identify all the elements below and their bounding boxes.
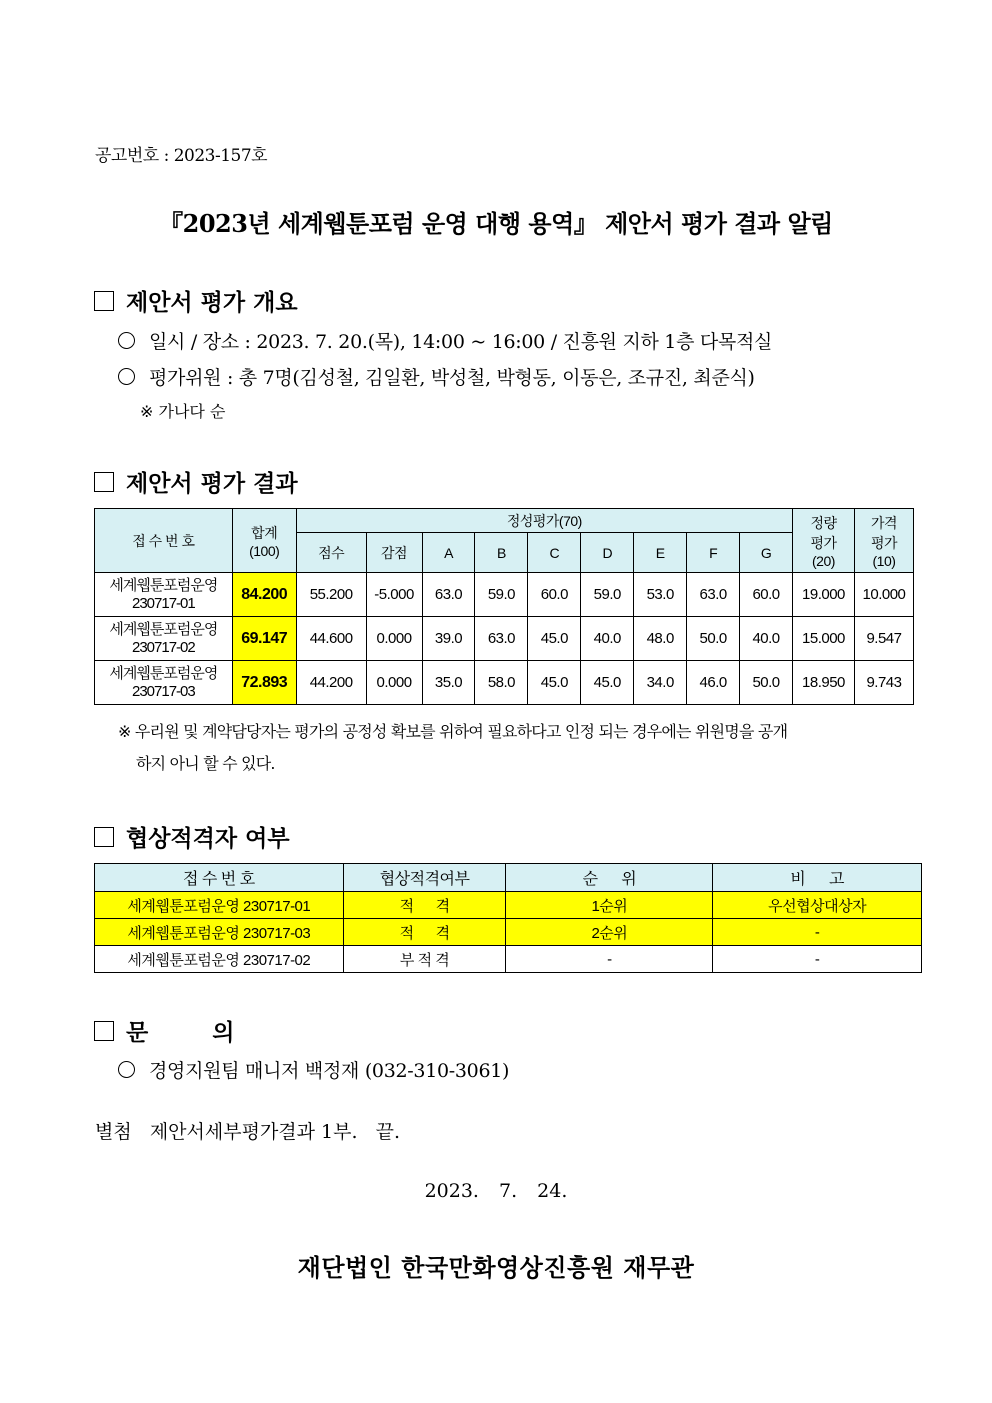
header-remarks: 비 고 [713, 864, 922, 892]
cell-remarks: 우선협상대상자 [713, 892, 922, 919]
cell-b: 63.0 [475, 617, 528, 661]
cell-id: 세계웹툰포럼운영 230717-03 [95, 661, 233, 705]
table-row [95, 573, 914, 617]
header-total: 합계 (100) [232, 509, 296, 573]
attachment-note: 별첨 제안서세부평가결과 1부. 끝. [95, 1121, 401, 1143]
circle-bullet-icon [118, 368, 135, 385]
header-criterion-g: G [740, 533, 793, 573]
item-text: 평가위원 : 총 7명(김성철, 김일환, 박성철, 박형동, 이동은, 조규진, 최준식) [149, 367, 755, 389]
order-note: ※ 가나다 순 [140, 402, 226, 421]
cell-c: 45.0 [528, 617, 581, 661]
table-row [95, 892, 922, 919]
section-title: 제안서 평가 개요 [126, 289, 298, 316]
square-bullet-icon [94, 291, 114, 311]
header-criterion-e: E [634, 533, 687, 573]
header-criterion-f: F [687, 533, 740, 573]
document-title: 『2023년 세계웹툰포럼 운영 대행 용역』 제안서 평가 결과 알림 [159, 209, 833, 238]
header-id: 접 수 번 호 [95, 509, 233, 573]
header-score: 점수 [296, 533, 366, 573]
cell-e: 34.0 [634, 661, 687, 705]
section-negotiation-heading [94, 820, 290, 853]
cell-a: 35.0 [422, 661, 475, 705]
cell-d: 45.0 [581, 661, 634, 705]
table-row [95, 919, 922, 946]
cell-d: 40.0 [581, 617, 634, 661]
cell-rank: 1순위 [506, 892, 713, 919]
cell-id: 세계웹툰포럼운영 230717-01 [95, 573, 233, 617]
evaluation-results-table [94, 508, 914, 705]
header-criterion-c: C [528, 533, 581, 573]
circle-bullet-icon [118, 332, 135, 349]
square-bullet-icon [94, 827, 114, 847]
cell-price: 9.743 [854, 661, 913, 705]
cell-quantitative: 19.000 [793, 573, 855, 617]
cell-c: 45.0 [528, 661, 581, 705]
square-bullet-icon [94, 472, 114, 492]
cell-score: 44.200 [296, 661, 366, 705]
cell-b: 59.0 [475, 573, 528, 617]
cell-g: 60.0 [740, 573, 793, 617]
header-eligibility: 협상적격여부 [343, 864, 506, 892]
cell-quantitative: 18.950 [793, 661, 855, 705]
header-criterion-a: A [422, 533, 475, 573]
overview-item-committee [118, 363, 755, 390]
header-qualitative: 정성평가(70) [296, 509, 792, 533]
circle-bullet-icon [118, 1061, 135, 1078]
cell-f: 50.0 [687, 617, 740, 661]
item-text: 경영지원팀 매니저 백정재 (032-310-3061) [149, 1060, 510, 1082]
cell-quantitative: 15.000 [793, 617, 855, 661]
cell-id: 세계웹툰포럼운영 230717-02 [95, 617, 233, 661]
cell-price: 10.000 [854, 573, 913, 617]
cell-score: 55.200 [296, 573, 366, 617]
cell-eligibility: 부 적 격 [343, 946, 506, 973]
cell-total: 72.893 [232, 661, 296, 705]
section-title: 협상적격자 여부 [126, 825, 290, 852]
cell-deduction: 0.000 [366, 617, 422, 661]
header-rank: 순 위 [506, 864, 713, 892]
section-overview-heading [94, 284, 298, 317]
header-criterion-b: B [475, 533, 528, 573]
section-contact-heading [94, 1014, 235, 1047]
table-row [95, 661, 914, 705]
cell-eligibility: 적 격 [343, 892, 506, 919]
cell-id: 세계웹툰포럼운영 230717-02 [95, 946, 344, 973]
square-bullet-icon [94, 1021, 114, 1041]
cell-a: 39.0 [422, 617, 475, 661]
issuer-signature: 재단법인 한국만화영상진흥원 재무관 [297, 1253, 695, 1282]
cell-rank: 2순위 [506, 919, 713, 946]
cell-id: 세계웹툰포럼운영 230717-03 [95, 919, 344, 946]
cell-total: 69.147 [232, 617, 296, 661]
overview-item-datetime [118, 327, 772, 354]
cell-deduction: 0.000 [366, 661, 422, 705]
cell-g: 50.0 [740, 661, 793, 705]
cell-f: 46.0 [687, 661, 740, 705]
cell-score: 44.600 [296, 617, 366, 661]
cell-deduction: -5.000 [366, 573, 422, 617]
cell-c: 60.0 [528, 573, 581, 617]
cell-total: 84.200 [232, 573, 296, 617]
contact-item [118, 1056, 509, 1083]
cell-eligibility: 적 격 [343, 919, 506, 946]
header-deduction: 감점 [366, 533, 422, 573]
section-title: 제안서 평가 결과 [126, 470, 298, 497]
cell-b: 58.0 [475, 661, 528, 705]
cell-id: 세계웹툰포럼운영 230717-01 [95, 892, 344, 919]
header-quantitative: 정량 평가 (20) [793, 509, 855, 573]
cell-price: 9.547 [854, 617, 913, 661]
cell-f: 63.0 [687, 573, 740, 617]
header-price: 가격 평가 (10) [854, 509, 913, 573]
notice-number: 공고번호 : 2023-157호 [95, 146, 268, 166]
cell-g: 40.0 [740, 617, 793, 661]
cell-d: 59.0 [581, 573, 634, 617]
table-row [95, 946, 922, 973]
section-title: 문 의 [126, 1019, 235, 1046]
item-text: 일시 / 장소 : 2023. 7. 20.(목), 14:00 ~ 16:00 / 진흥원 지하 1층 다목적실 [149, 331, 773, 353]
cell-remarks: - [713, 946, 922, 973]
issue-date: 2023. 7. 24. [424, 1180, 568, 1202]
cell-rank: - [506, 946, 713, 973]
section-results-heading [94, 465, 298, 498]
cell-e: 48.0 [634, 617, 687, 661]
header-id: 접 수 번 호 [95, 864, 344, 892]
cell-e: 53.0 [634, 573, 687, 617]
header-criterion-d: D [581, 533, 634, 573]
cell-remarks: - [713, 919, 922, 946]
disclosure-footnote: ※ 우리원 및 계약담당자는 평가의 공정성 확보를 위하여 필요하다고 인정 되는 경우에는 위원명을 공개 하지 아니 할 수 있다. [118, 722, 788, 773]
negotiation-eligibility-table [94, 863, 922, 973]
table-row [95, 617, 914, 661]
cell-a: 63.0 [422, 573, 475, 617]
